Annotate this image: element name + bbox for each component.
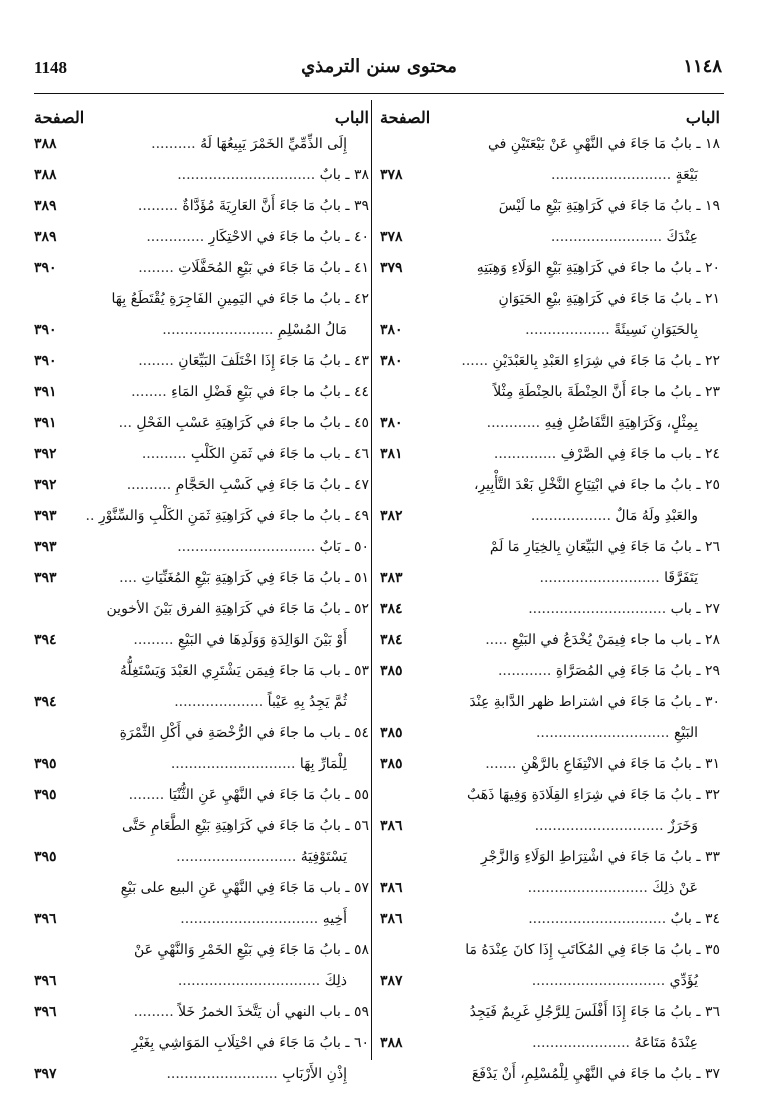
leader-dots: ............ [486,415,541,431]
toc-entry [34,812,369,843]
toc-entry [34,285,369,316]
entry-title: البَيْعِ .............................. [535,725,698,741]
toc-entry [34,843,369,874]
entry-title: ٤٠ ـ بابُ ما جَاءَ في الاحْتِكَارِ ............. [146,229,369,245]
toc-entry [380,533,720,564]
leader-dots: ...................... [532,1035,630,1051]
entry-page-number: ٣٨٦ [380,818,403,834]
entry-page-number: ٣٩٠ [34,260,57,276]
toc-entry [34,161,369,192]
entry-title: ثُمَّ يَجِدُ بِهِ عَيْباً .................... [174,694,347,710]
leader-dots: ............. [146,229,205,245]
entry-title: أَخِيهِ ............................... [180,911,347,927]
leader-dots: ................... [525,322,610,338]
entry-title: ٣٤ ـ بابٌ ............................... [528,911,720,927]
leader-dots: ......... [133,1004,174,1020]
leader-dots: ....... [485,756,517,772]
leader-dots: .............. [493,446,557,462]
toc-entry [34,626,369,657]
entry-title: ٥١ ـ بابُ مَا جَاءَ فِي كَرَاهِيَةِ بَيْعِ المُغَنِّيَاتِ .... [119,570,369,586]
entry-title: بِمِثْلٍ، وَكَرَاهِيَةِ التَّفَاضُلِ فِيهِ ............ [486,415,698,431]
right-column-header [380,100,720,130]
toc-entry [380,316,720,347]
leader-dots: .. [85,508,95,524]
toc-entry [380,1060,720,1091]
entry-title: ٢٠ ـ بابُ ما جاءَ في كَرَاهِيَةِ بَيْعِ الوَلَاءِ وَهِبَتِهِ [476,260,720,276]
entry-page-number: ٣٧٨ [380,167,403,183]
entry-page-number: ٣٩٠ [34,322,57,338]
entry-title: ١٨ ـ بابُ مَا جَاءَ في النَّهْيِ عَنْ بَيْعَتَيْنِ في [487,136,720,152]
leader-dots: ........ [138,353,174,369]
entry-title: ٣١ ـ بابُ مَا جَاءَ في الانْتِفَاعِ بالرَّهْنِ ....... [485,756,720,772]
entry-page-number: ٣٩٥ [34,756,57,772]
entry-title: ذلِكَ ................................ [177,973,347,989]
door-heading: الباب [685,108,720,127]
toc-entry [380,564,720,595]
toc-entry [380,998,720,1029]
entry-page-number: ٣٩٦ [34,911,57,927]
toc-entry [380,130,720,161]
entry-title: أَوْ بَيْنَ الوَالِدَةِ وَوَلَدِهَا في البَيْعِ ......... [133,632,347,648]
leader-dots: .... [119,570,137,586]
entry-page-number: ٣٩٤ [34,632,57,648]
header-rule [34,93,724,94]
entry-title: ٤٩ ـ بابُ ما جاءَ في كَرَاهِيَةِ ثَمَنِ الكَلْبِ وَالسِّنَّوْرِ .. [85,508,369,524]
entry-title: ٢٤ ـ باب ما جَاءَ فِي الصَّرْفِ .............. [493,446,720,462]
entry-title: يَتَفَرَّقَا ........................... [539,570,698,586]
toc-entry [380,843,720,874]
toc-entry [34,1029,369,1060]
leader-dots: .................. [530,508,611,524]
entry-title: ٣٥ ـ بابُ مَا جَاءَ فِي المُكَاتَبِ إِذَا كانَ عِنْدَهُ مَا [465,942,720,958]
entry-title: ٤٤ ـ بابُ ما جاءَ في بَيْعِ فَضْلِ المَاءِ ........ [131,384,369,400]
entry-title: ٥٠ ـ بَابٌ ............................... [177,539,369,555]
toc-entry [380,285,720,316]
toc-entry [380,750,720,781]
toc-entry [34,316,369,347]
left-column-header [34,100,369,130]
toc-entry [380,905,720,936]
leader-dots: ........ [128,787,165,803]
entry-title: وَخَرَزٌ ............................. [534,818,698,834]
entry-page-number: ٣٨٩ [34,229,57,245]
toc-entry [380,223,720,254]
leader-dots: ......... [137,198,178,214]
toc-entry [34,936,369,967]
toc-entry [380,409,720,440]
entry-title: ٥٨ ـ بابُ مَا جَاءَ فِي بَيْعِ الخَمْرِ وَالنَّهْيِ عَنْ [133,942,369,958]
entry-title: ٢٢ ـ بابُ مَا جَاءَ في شِرَاءِ العَبْدِ بِالعَبْدَيْنِ ...... [461,353,720,369]
entry-title: بَيْعَةٍ ........................... [551,167,698,183]
entry-page-number: ٣٩١ [34,415,57,431]
entry-page-number: ٣٩٠ [34,353,57,369]
leader-dots: ........................... [527,880,648,896]
entry-title: ٤٥ ـ بابُ ما جاءَ في كَرَاهِيَةِ عَسْبِ الفَحْلِ ... [118,415,369,431]
entry-page-number: ٣٩٤ [34,694,57,710]
leader-dots: ... [118,415,132,431]
entry-page-number: ٣٨٨ [34,136,57,152]
leader-dots: ............................. [534,818,664,834]
toc-entry [380,1029,720,1060]
entry-title: ٢٧ ـ باب ............................... [528,601,720,617]
entry-page-number: ٣٨٧ [380,973,403,989]
toc-entry [380,161,720,192]
entry-title: ٤٦ ـ باب ما جَاءَ في ثَمَنِ الكَلْبِ .......... [141,446,369,462]
entry-title: ١٩ ـ بابُ مَا جَاءَ في كَرَاهِيَةِ بَيْعِ ما لَيْسَ [498,198,720,214]
page-number-arabic: ١١٤٨ [683,56,722,77]
entry-page-number: ٣٩٢ [34,446,57,462]
entry-title: والعَبْدِ ولَهُ مَالٌ .................. [530,508,698,524]
entry-page-number: ٣٩٧ [34,1066,57,1082]
leader-dots: ......................... [162,322,274,338]
entry-title: ٥٥ ـ بابُ مَا جَاءَ في النَّهْيِ عَنِ الثُّنْيَا ........ [128,787,369,803]
toc-entry [34,967,369,998]
entry-title: بِالحَيَوَانِ نَسِيئَةً ................... [525,322,698,338]
toc-entry [380,502,720,533]
entry-title: ٤٣ ـ بابُ مَا جَاءَ إِذَا اخْتَلَفَ البَيِّعَانِ ........ [138,353,369,369]
toc-entry [34,347,369,378]
leader-dots: ........................... [539,570,660,586]
leader-dots: ............................ [170,756,296,772]
toc-entry [34,781,369,812]
toc-entry [380,874,720,905]
entry-page-number: ٣٩٦ [34,1004,57,1020]
entry-page-number: ٣٩٥ [34,787,57,803]
toc-entry [380,967,720,998]
leader-dots: ........ [138,260,174,276]
entry-title: ٤٧ ـ بابُ مَا جَاءَ فِي كَسْبِ الحَجَّامِ .......... [126,477,369,493]
leader-dots: ......................... [550,229,663,245]
left-column [34,100,369,1091]
entry-title: ٢٥ ـ بابُ ما جاءَ في ابْتِيَاعِ النَّخْلِ بَعْدَ التَّأْبِيرِ، [473,477,720,493]
toc-entry [380,812,720,843]
toc-entry [380,781,720,812]
entry-page-number: ٣٨٦ [380,911,403,927]
door-heading: الباب [334,108,369,127]
entry-title: ٥٦ ـ بابُ مَا جَاءَ في كَرَاهِيَةِ بَيْعِ الطَّعَامِ حَتَّى [121,818,369,834]
toc-entry [34,378,369,409]
entry-page-number: ٣٨٦ [380,880,403,896]
entry-title: ٣٣ ـ بابُ مَا جَاءَ في اشْتِرَاطِ الوَلَاءِ وَالزَّجْرِ [480,849,720,865]
toc-entry [34,874,369,905]
toc-entry [34,1060,369,1091]
leader-dots: ............................... [528,601,667,617]
entry-title: مَالُ المُسْلِمِ ......................... [162,322,347,338]
toc-entry [34,998,369,1029]
leader-dots: .......... [141,446,187,462]
toc-entry [34,657,369,688]
entry-title: ٥٤ ـ باب ما جاءَ في الرُّخْصَةِ في أَكْلِ الثَّمْرَةِ [119,725,369,741]
leader-dots: ........................... [551,167,672,183]
entry-title: لِلْمَارِّ بِهَا ............................ [170,756,347,772]
toc-entry [34,130,369,161]
leader-dots: .......... [126,477,172,493]
toc-entry [34,223,369,254]
entry-title: ٢٣ ـ بابُ ما جاءَ أَنَّ الحِنْطَةَ بالحِنْطَةِ مِثْلاً [493,384,720,400]
entry-page-number: ٣٨٥ [380,756,403,772]
right-column [380,100,720,1091]
toc-entry [34,564,369,595]
entry-title: ٥٧ ـ باب مَا جَاءَ فِي النَّهْيِ عَنِ البيع على بَيْعِ [120,880,369,896]
entry-title: يُؤَدِّي .............................. [531,973,698,989]
leader-dots: ...... [461,353,489,369]
entry-page-number: ٣٩٣ [34,539,57,555]
toc-entry [380,378,720,409]
entry-title: ٣٧ ـ بابُ ما جَاءَ في النَّهْيِ لِلْمُسْلِمِ، أَنْ يَدْفَعَ [471,1066,720,1082]
page-heading: الصفحة [380,108,431,127]
leader-dots: ......................... [166,1066,278,1082]
leader-dots: ............ [497,663,552,679]
entry-title: إِلَى الذِّمِّيِّ الخَمْرَ يَبِيعُهَا لَهُ .......... [151,136,347,152]
entry-title: ٣٨ ـ بابٌ ............................... [177,167,369,183]
entry-title: إِذْنِ الأَرْبَابِ ......................... [166,1066,347,1082]
toc-entry [380,719,720,750]
entry-title: عِنْدَكَ ......................... [550,229,698,245]
entry-title: ٣٠ ـ بابُ مَا جَاءَ في اشتراط ظهر الدَّابةِ عِنْدَ [469,694,720,710]
toc-entry [380,440,720,471]
entry-page-number: ٣٨٨ [34,167,57,183]
entry-title: ٦٠ ـ بابُ مَا جَاءَ في احْتِلَابِ المَوَاشِي بِغَيْرِ [131,1035,369,1051]
entry-title: ٥٩ ـ باب النهي أن يَتَّخذَ الخمرُ خَلاً ......... [133,1004,369,1020]
leader-dots: .......... [151,136,196,152]
toc-entry [380,936,720,967]
entry-page-number: ٣٧٨ [380,229,403,245]
entry-page-number: ٣٩١ [34,384,57,400]
leader-dots: .............................. [531,973,666,989]
entry-title: ٢٦ ـ بابُ مَا جَاءَ فِي البَيِّعَانِ بِالخِيَارِ مَا لَمْ [489,539,720,555]
entry-title: عَنْ ذلِكَ ........................... [527,880,698,896]
toc-entry [380,347,720,378]
entry-page-number: ٣٨٠ [380,322,403,338]
entry-page-number: ٣٨٢ [380,508,403,524]
entry-page-number: ٣٩٦ [34,973,57,989]
entry-title: ٤١ ـ بابُ مَا جَاءَ في بَيْعِ المُحَفَّلَاتِ ........ [138,260,369,276]
entry-title: عِنْدَهُ مَتَاعَهُ ...................... [532,1035,698,1051]
entry-page-number: ٣٨٥ [380,725,403,741]
entry-page-number: ٣٨٥ [380,663,403,679]
entry-title: ٢١ ـ بابُ مَا جَاءَ في كَرَاهِيَةِ بيْعِ الحَيَوَانِ [498,291,720,307]
toc-entry [380,688,720,719]
entry-page-number: ٣٨٣ [380,570,403,586]
toc-entry [34,440,369,471]
entry-title: ٢٨ ـ باب ما جاء فِيمَنْ يُخْدَعُ في البَيْعِ ..... [485,632,720,648]
page-header [0,0,758,100]
toc-entry [34,750,369,781]
toc-entry [34,254,369,285]
entry-page-number: ٣٩٣ [34,570,57,586]
toc-entry [380,192,720,223]
leader-dots: ........................... [176,849,297,865]
entry-page-number: ٣٨٤ [380,601,403,617]
leader-dots: .............................. [535,725,670,741]
entry-title: ٤٢ ـ بابُ ما جَاءَ في اليَمِينِ الفَاجِرَةِ يُقْتَطَعُ بِهَا [111,291,369,307]
leader-dots: ............................... [528,911,667,927]
toc-entry [380,254,720,285]
page-heading: الصفحة [34,108,85,127]
entry-page-number: ٣٨٨ [380,1035,403,1051]
toc-entry [34,719,369,750]
toc-entry [34,409,369,440]
toc-entry [380,657,720,688]
entry-title: يَسْتَوْفِيَهُ ........................... [176,849,347,865]
leader-dots: ............................... [177,539,316,555]
leader-dots: ............................... [177,167,316,183]
toc-entry [380,626,720,657]
leader-dots: ................................ [177,973,321,989]
column-divider [371,100,372,1060]
entry-title: ٣٦ ـ بابُ مَا جَاءَ إِذَا أَفْلَسَ لِلرَّجُلِ غَرِيمٌ فَيَجِدُ [469,1004,720,1020]
entry-page-number: ٣٧٩ [380,260,403,276]
leader-dots: .................... [174,694,264,710]
toc-entry [34,905,369,936]
leader-dots: ..... [485,632,508,648]
entry-title: ٣٩ ـ بابُ مَا جَاءَ أَنَّ العَارِيَةَ مُؤَدَّاةٌ ......... [137,198,369,214]
entry-title: ٣٢ ـ بابُ مَا جَاءَ في شِرَاءِ القِلَادَةِ وَفِيهَا ذَهَبٌ [466,787,720,803]
entry-page-number: ٣٨٠ [380,415,403,431]
entry-title: ٥٢ ـ بابُ مَا جَاءَ في كَرَاهِيَةِ الفرق بَيْنَ الأخوين [106,601,369,617]
toc-entry [380,471,720,502]
page-title: محتوى سنن الترمذي [301,56,457,77]
entry-title: ٥٣ ـ باب مَا جاءَ فِيمَن يَشْتَرِي العَبْدَ وَيَسْتَغِلُّهُ [119,663,369,679]
entry-title: ٢٩ ـ بابُ مَا جَاءَ فِي المُصَرَّاةِ ............ [497,663,720,679]
leader-dots: ......... [133,632,174,648]
toc-entry [380,595,720,626]
entry-page-number: ٣٨٩ [34,198,57,214]
toc-entry [34,471,369,502]
toc-entry [34,192,369,223]
entry-page-number: ٣٩٥ [34,849,57,865]
leader-dots: ............................... [180,911,319,927]
entry-page-number: ٣٨١ [380,446,403,462]
entry-page-number: ٣٩٣ [34,508,57,524]
entry-page-number: ٣٩٢ [34,477,57,493]
entry-page-number: ٣٨٤ [380,632,403,648]
toc-entry [34,533,369,564]
page-number-latin: 1148 [34,58,68,77]
toc-entry [34,688,369,719]
toc-entry [34,502,369,533]
leader-dots: ........ [131,384,167,400]
toc-entry [34,595,369,626]
entry-page-number: ٣٨٠ [380,353,403,369]
